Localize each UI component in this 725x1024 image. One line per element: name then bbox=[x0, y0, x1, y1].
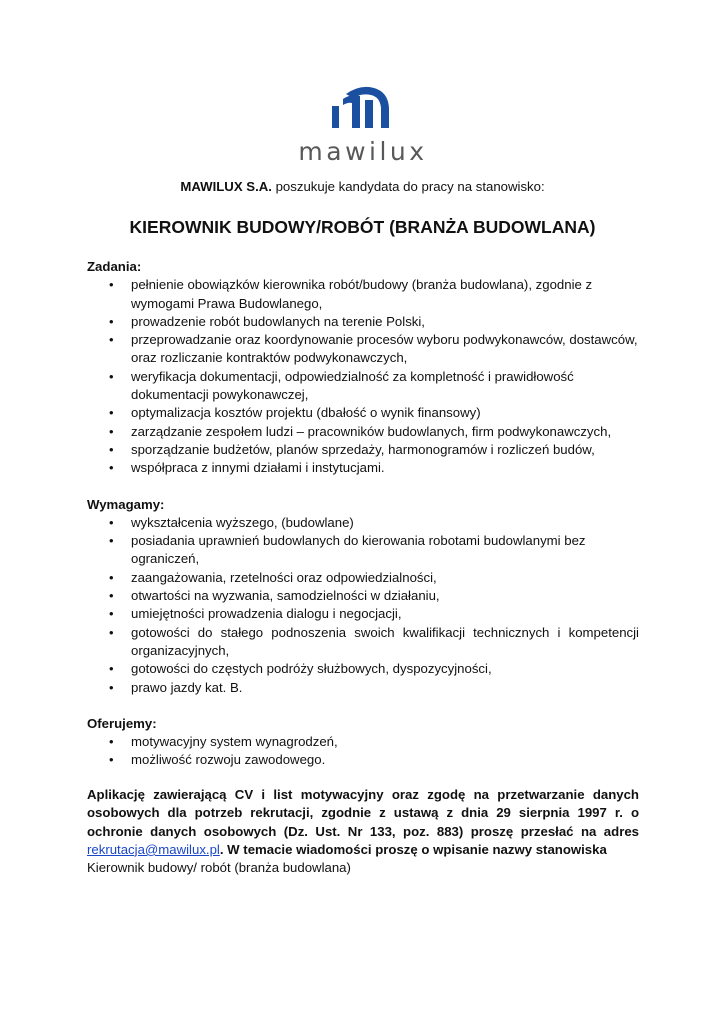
company-name: MAWILUX S.A. bbox=[180, 179, 272, 194]
bullet-icon: • bbox=[109, 405, 114, 421]
bullet-icon: • bbox=[109, 313, 114, 329]
email-link[interactable]: rekrutacja@mawilux.pl bbox=[87, 841, 220, 857]
bullet-icon: • bbox=[109, 752, 114, 768]
bullet-icon: • bbox=[109, 332, 114, 348]
section-wymagamy bbox=[87, 496, 639, 697]
wymagamy-list bbox=[87, 514, 639, 697]
list-item: • prawo jazdy kat. B. bbox=[87, 679, 639, 697]
list-item: • otwartości na wyzwania, samodzielności w działaniu, bbox=[87, 587, 639, 605]
list-item: • sporządzanie budżetów, planów sprzedaży, harmonogramów i rozliczeń budów, bbox=[87, 441, 639, 459]
section-zadania bbox=[87, 258, 639, 478]
list-item: • motywacyjny system wynagrodzeń, bbox=[87, 733, 639, 751]
job-description bbox=[87, 258, 639, 788]
bullet-icon: • bbox=[109, 423, 114, 439]
position-name: Kierownik budowy/ robót (branża budowlana) bbox=[87, 860, 351, 876]
list-item: • przeprowadzanie oraz koordynowanie procesów wyboru podwykonawców, dostawców, oraz rozliczanie kontraktów podwykonawczych, bbox=[109, 332, 638, 366]
bullet-icon: • bbox=[109, 368, 114, 384]
oferujemy-list bbox=[87, 733, 639, 770]
bullet-icon: • bbox=[109, 588, 114, 604]
bullet-icon: • bbox=[109, 569, 114, 585]
bullet-icon: • bbox=[109, 661, 114, 677]
section-oferujemy bbox=[87, 715, 639, 770]
instructions-subject: . W temacie wiadomości proszę o wpisanie nazwy stanowiska bbox=[219, 841, 607, 857]
application-instructions bbox=[87, 786, 639, 877]
job-title: KIEROWNIK BUDOWY/ROBÓT (BRANŻA BUDOWLANA) bbox=[129, 217, 596, 237]
bullet-icon: • bbox=[109, 624, 114, 640]
intro-text: poszukuje kandydata do pracy na stanowisko: bbox=[271, 179, 545, 194]
intro-line bbox=[0, 178, 725, 196]
list-item: • współpraca z innymi działami i instytucjami. bbox=[87, 459, 639, 477]
section-heading: Oferujemy: bbox=[87, 715, 157, 731]
section-heading: Zadania: bbox=[87, 259, 142, 274]
bullet-icon: • bbox=[109, 277, 114, 293]
list-item: • wykształcenia wyższego, (budowlane) bbox=[87, 514, 639, 532]
list-item: • zarządzanie zespołem ludzi – pracowników budowlanych, firm podwykonawczych, bbox=[87, 423, 639, 441]
list-item: • optymalizacja kosztów projektu (dbałość o wynik finansowy) bbox=[87, 404, 639, 422]
logo-mark-icon bbox=[288, 86, 438, 132]
list-item: • gotowości do częstych podróży służbowych, dyspozycyjności, bbox=[87, 660, 639, 678]
list-item: • posiadania uprawnień budowlanych do kierowania robotami budowlanymi bez ograniczeń, bbox=[109, 533, 586, 567]
bullet-icon: • bbox=[109, 441, 114, 457]
bullet-icon: • bbox=[109, 514, 114, 530]
list-item: • możliwość rozwoju zawodowego. bbox=[87, 751, 639, 769]
bullet-icon: • bbox=[109, 533, 114, 549]
list-item: • weryfikacja dokumentacji, odpowiedzialność za kompletność i prawidłowość dokumentacji powykonawczej, bbox=[109, 368, 574, 403]
bullet-icon: • bbox=[109, 679, 114, 695]
list-item: • pełnienie obowiązków kierownika robót/budowy (branża budowlana), zgodnie z wymogami Prawa Budowlanego, bbox=[109, 277, 593, 311]
company-logo bbox=[288, 86, 438, 166]
list-item: • zaangażowania, rzetelności oraz odpowiedzialności, bbox=[87, 569, 639, 587]
list-item: • gotowości do stałego podnoszenia swoich kwalifikacji technicznych i kompetencji organizacyjnych, bbox=[109, 624, 639, 658]
bullet-icon: • bbox=[109, 734, 114, 750]
bullet-icon: • bbox=[109, 460, 114, 476]
list-item: • umiejętności prowadzenia dialogu i negocjacji, bbox=[87, 605, 639, 623]
logo-wordmark: mawilux bbox=[298, 137, 428, 166]
list-item: • prowadzenie robót budowlanych na terenie Polski, bbox=[87, 313, 639, 331]
zadania-list bbox=[87, 276, 639, 477]
instructions-text: Aplikację zawierającą CV i list motywacyjny oraz zgodę na przetwarzanie danych osobowych dla potrzeb rekrutacji, zgodnie z ustawą z dnia 29 sierpnia 1997 r. o ochronie danych osobowych (Dz. Ust. Nr 133, poz. 883) proszę przesłać na adres bbox=[87, 787, 639, 839]
bullet-icon: • bbox=[109, 606, 114, 622]
section-heading: Wymagamy: bbox=[87, 496, 165, 512]
